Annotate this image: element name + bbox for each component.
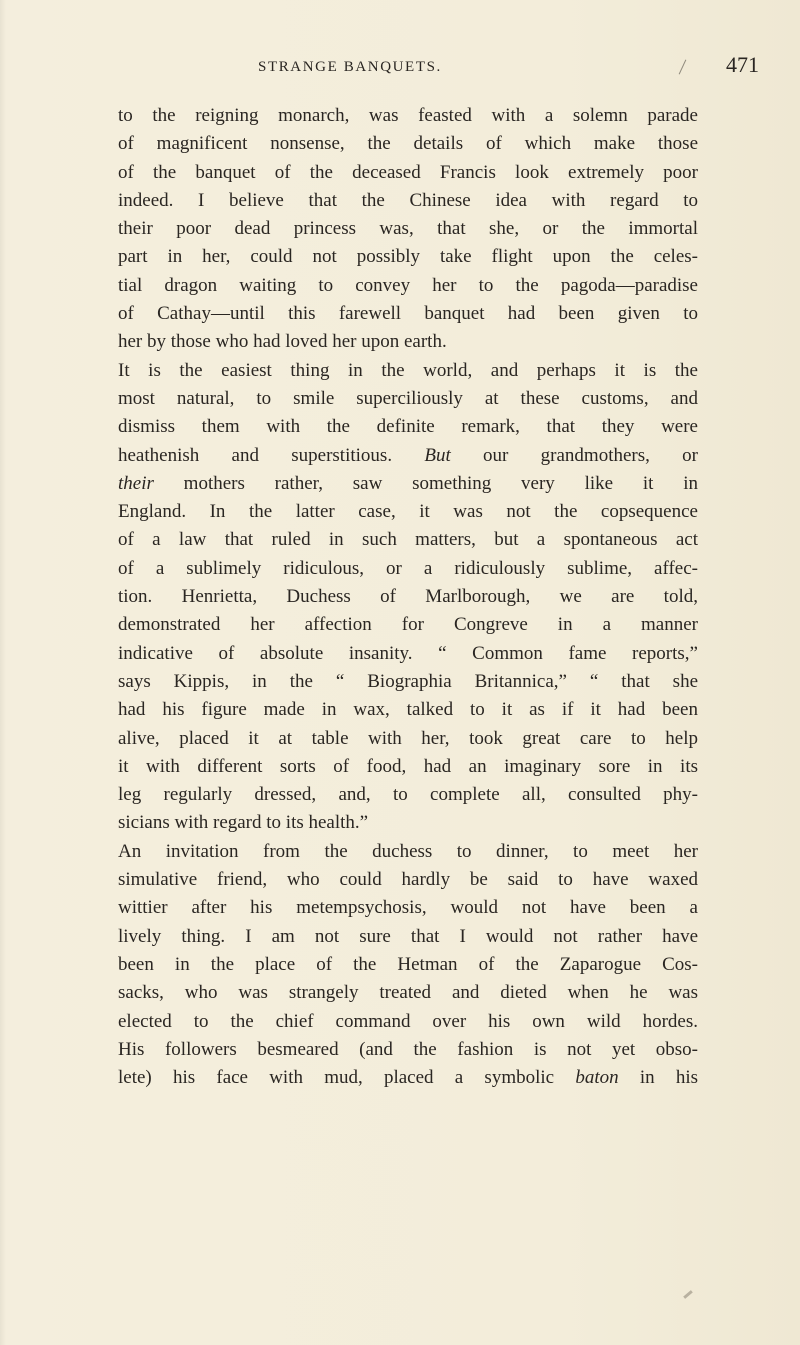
text-line-italic-phrase (118, 1064, 698, 1092)
text-line: England. In the latter case, it was not the copsequence (118, 501, 698, 523)
text-line: simulative friend, who could hardly be said to have waxed (118, 869, 698, 891)
italic-word: their (118, 472, 154, 494)
running-title: STRANGE BANQUETS. (258, 59, 442, 75)
text-line-italic-phrase (118, 442, 698, 470)
italic-word: baton (575, 1067, 619, 1089)
text-line: of the banquet of the deceased Francis look extremely poor (118, 161, 698, 183)
text-line-italic-phrase (118, 470, 698, 498)
text-line: their poor dead princess was, that she, or the immortal (118, 218, 698, 240)
body-text (118, 102, 698, 1092)
pencil-mark (679, 60, 687, 75)
edge-mark (683, 1290, 693, 1299)
text-line: says Kippis, in the “ Biographia Britannica,” “ that she (118, 670, 698, 692)
text-line: of magnificent nonsense, the details of which make those (118, 133, 698, 155)
text-line: it with different sorts of food, had an imaginary sore in its (118, 755, 698, 777)
text-fragment: mothers rather, saw something very like it in (153, 472, 698, 494)
text-line: wittier after his metempsychosis, would not have been a (118, 897, 698, 919)
text-line: lively thing. I am not sure that I would not rather have (118, 925, 698, 947)
text-line: alive, placed it at table with her, took great care to help (118, 727, 698, 749)
text-line: most natural, to smile superciliously at these customs, and (118, 387, 698, 409)
text-line: tial dragon waiting to convey her to the pagoda—paradise (118, 274, 698, 296)
text-line: of a law that ruled in such matters, but a spontaneous act (118, 529, 698, 551)
page-gutter-shadow (0, 0, 6, 1345)
text-line: dismiss them with the definite remark, that they were (118, 416, 698, 438)
text-line: sacks, who was strangely treated and dieted when he was (118, 982, 698, 1004)
text-line: demonstrated her affection for Congreve in a manner (118, 614, 698, 636)
text-line-paragraph-start: It is the easiest thing in the world, and perhaps it is the (118, 359, 698, 381)
text-line: had his figure made in wax, talked to it as if it had been (118, 699, 698, 721)
text-line: indeed. I believe that the Chinese idea with regard to (118, 189, 698, 211)
text-line: indicative of absolute insanity. “ Common fame reports,” (118, 642, 698, 664)
running-head (0, 53, 800, 77)
text-fragment: heathenish and superstitious. (118, 444, 425, 466)
text-line: to the reigning monarch, was feasted with a solemn parade (118, 105, 698, 126)
text-line-paragraph-start: An invitation from the duchess to dinner, to meet her (118, 840, 698, 862)
text-fragment: our grandmothers, or (450, 444, 698, 466)
text-line: leg regularly dressed, and, to complete all, consulted phy- (118, 784, 698, 806)
text-line: elected to the chief command over his own wild hordes. (118, 1010, 698, 1032)
text-fragment: lete) his face with mud, placed a symbolic (118, 1067, 576, 1089)
text-line: tion. Henrietta, Duchess of Marlborough, we are told, (118, 586, 698, 608)
page-number: 471 (726, 52, 759, 77)
text-line-paragraph-end: sicians with regard to its health.” (118, 812, 369, 834)
text-line-paragraph-end: her by those who had loved her upon earth. (118, 331, 447, 353)
text-fragment: in his (618, 1067, 698, 1089)
text-line: of Cathay—until this farewell banquet had been given to (118, 303, 698, 325)
italic-word: But (424, 444, 451, 466)
text-line: part in her, could not possibly take flight upon the celes- (118, 246, 698, 268)
text-line: His followers besmeared (and the fashion is not yet obso- (118, 1038, 698, 1060)
text-line: been in the place of the Hetman of the Zaparogue Cos- (118, 953, 698, 975)
text-line: of a sublimely ridiculous, or a ridiculously sublime, affec- (118, 557, 698, 579)
